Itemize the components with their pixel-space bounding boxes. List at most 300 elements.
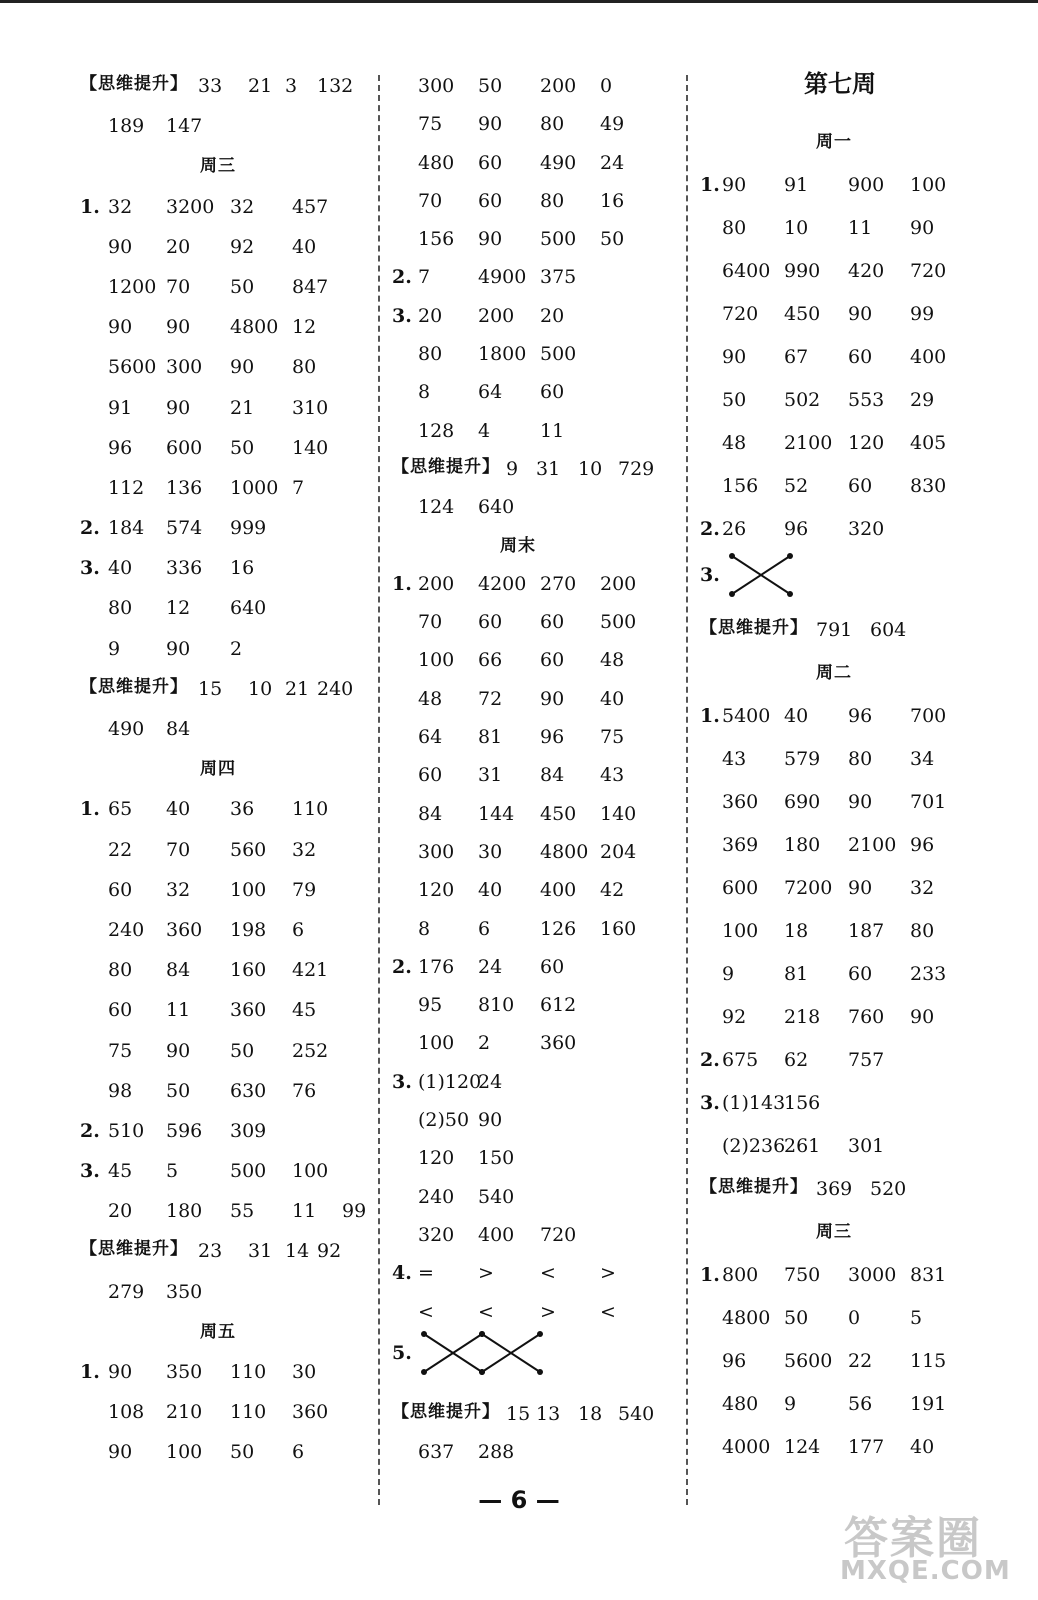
answer-value: 147 [166,115,203,138]
answer-value: 13 [536,1402,561,1425]
answer-value: 500 [600,611,637,634]
answer-value: 604 [870,619,907,641]
answer-row [392,296,677,334]
answer-value: 96 [848,705,873,727]
answer-value: < [478,1300,494,1323]
thinking-boost-row [700,610,990,653]
answer-value: 90 [108,316,133,339]
answer-value: 4800 [540,840,589,863]
answer-value: 10 [248,677,273,700]
answer-value: 2100 [784,432,833,454]
answer-value: 350 [166,1361,203,1383]
answer-value: 144 [478,802,515,825]
answer-value: 99 [910,303,935,325]
answer-value: 115 [910,1350,947,1372]
answer-value: 8 [418,381,431,404]
answer-value: 120 [418,1147,455,1170]
answer-value: 2 [478,1032,491,1055]
answer-value: 16 [230,557,255,580]
answer-value: 90 [108,235,133,258]
answer-value: 31 [536,457,561,480]
answer-value: 261 [784,1135,821,1157]
answer-row [80,1352,370,1392]
answer-row [80,1272,370,1312]
answer-value: 42 [600,879,625,902]
answer-value: > [540,1300,556,1323]
answer-value: 400 [478,1223,515,1246]
answer-row [392,372,677,410]
answer-value: 90 [478,228,503,251]
answer-column-left [80,66,370,1473]
answer-value: 7 [292,476,305,499]
answer-value: 84 [166,959,191,982]
answer-row [392,1177,677,1215]
answer-value: 350 [166,1280,203,1303]
answer-value: 75 [600,726,625,749]
day-heading: 周三 [200,156,236,177]
matching-dot [729,553,735,559]
question-number: 2. [392,266,412,289]
answer-row [700,825,990,868]
answer-value: 90 [848,791,873,813]
answer-value: 92 [722,1006,747,1028]
answer-value: 8 [418,917,431,940]
answer-value: 9 [108,637,121,660]
answer-value: 300 [166,356,203,379]
answer-row [392,66,677,104]
answer-row [80,910,370,950]
answer-value: 22 [108,838,133,861]
question-number: 3. [392,304,412,327]
answer-row [392,1023,677,1061]
answer-row [700,165,990,208]
answer-value: 50 [722,389,747,411]
answer-value: 189 [108,115,145,138]
thinking-boost-label: 【思维提升】 [392,1401,500,1422]
answer-value: 36 [230,798,255,821]
answer-value: 80 [108,959,133,982]
answer-value: 80 [292,356,317,379]
answer-value: 32 [292,838,317,861]
answer-value: 4800 [722,1307,771,1329]
answer-value: 34 [910,748,935,770]
answer-value: 1200 [108,275,157,298]
question-number: 4. [392,1262,412,1285]
answer-value: > [600,1262,616,1285]
answer-value: < [418,1300,434,1323]
answer-value: 150 [478,1147,515,1170]
answer-value: 177 [848,1436,885,1458]
answer-value: 400 [540,879,577,902]
answer-value: 40 [166,798,191,821]
answer-value: 90 [166,396,191,419]
day-heading: 周三 [816,1222,852,1242]
answer-value: 810 [478,994,515,1017]
answer-value: 9 [506,457,519,480]
answer-row [80,990,370,1030]
answer-value: 100 [230,878,267,901]
answer-value: 9 [722,963,735,985]
matching-dot [479,1369,485,1375]
answer-value: 560 [230,838,267,861]
answer-value: 60 [848,963,873,985]
answer-value: 6 [478,917,491,940]
question-number: 1. [392,572,412,595]
answer-value: 540 [618,1402,655,1425]
answer-value: 120 [848,432,885,454]
answer-value: 5 [166,1160,179,1183]
answer-value: 60 [848,475,873,497]
answer-row [392,947,677,985]
answer-value: 5 [910,1307,923,1329]
thinking-boost-row [80,669,370,709]
answer-value: 84 [540,764,565,787]
answer-value: 405 [910,432,947,454]
answer-value: 100 [418,649,455,672]
answer-row [392,909,677,947]
answer-row [700,782,990,825]
day-heading: 周四 [200,759,236,780]
answer-value: 21 [248,75,273,97]
answer-row [80,1111,370,1151]
answer-value: 60 [418,764,443,787]
answer-value: 60 [540,649,565,672]
answer-row [80,709,370,749]
day-heading-row [80,1312,370,1352]
answer-value: 100 [910,174,947,196]
answer-value: 90 [108,1361,133,1383]
answer-value: 92 [317,1240,342,1263]
day-heading-row [700,122,990,165]
answer-value: 60 [478,611,503,634]
answer-value: 20 [418,304,443,327]
answer-value: 100 [292,1160,329,1183]
answer-row [700,868,990,911]
answer-row [392,640,677,678]
answer-value: 15 [506,1402,531,1425]
answer-value: 156 [784,1092,821,1114]
matching-answer-row [392,1330,677,1394]
answer-value: 79 [292,878,317,901]
answer-value: > [478,1262,494,1285]
answer-value: 60 [108,999,133,1022]
answer-row [700,1341,990,1384]
answer-row [700,337,990,380]
answer-row [700,294,990,337]
answer-value: 596 [166,1119,203,1142]
answer-value: 791 [816,619,853,641]
answer-row [392,104,677,142]
day-heading: 周二 [816,663,852,683]
answer-value: 40 [108,557,133,580]
answer-row [392,334,677,372]
watermark [840,1500,1030,1590]
answer-value: 720 [910,260,947,282]
answer-value: 288 [478,1441,515,1464]
thinking-boost-label: 【思维提升】 [80,1239,188,1260]
answer-value: 90 [166,1039,191,1062]
answer-value: 11 [848,217,873,239]
answer-value: 50 [166,1079,191,1102]
answer-value: (1)120 [418,1070,482,1093]
answer-row [80,1031,370,1071]
answer-value: 67 [784,346,809,368]
answer-value: 31 [248,1240,273,1263]
answer-value: 90 [910,217,935,239]
answer-value: 750 [784,1264,821,1286]
answer-value: 80 [540,189,565,212]
answer-value: 200 [540,75,577,97]
answer-value: 630 [230,1079,267,1102]
thinking-boost-row [80,1231,370,1271]
answer-value: 75 [108,1039,133,1062]
answer-value: 18 [578,1402,603,1425]
week-title: 第七周 [804,69,876,98]
answer-value: 52 [784,475,809,497]
answer-value: 3 [285,75,298,97]
top-border-line [0,0,1038,3]
answer-row [80,1151,370,1191]
answer-value: 70 [166,838,191,861]
answer-value: 90 [722,346,747,368]
answer-value: 5400 [722,705,771,727]
answer-value: 500 [540,228,577,251]
answer-value: 360 [540,1032,577,1055]
answer-value: 640 [478,496,515,519]
answer-value: 490 [108,718,145,740]
matching-lines-icon [476,1330,546,1376]
answer-value: 21 [230,396,255,419]
answer-value: 110 [230,1401,267,1424]
answer-value: 70 [166,275,191,298]
answer-value: 600 [166,436,203,459]
answer-value: 126 [540,917,577,940]
answer-value: 600 [722,877,759,899]
answer-row [392,1215,677,1253]
answer-row [80,629,370,669]
answer-row [80,1191,370,1231]
answer-value: 80 [722,217,747,239]
answer-row [392,985,677,1023]
answer-value: 701 [910,791,947,813]
answer-value: 14 [285,1240,310,1263]
thinking-boost-label: 【思维提升】 [700,1177,808,1197]
answer-value: 490 [540,151,577,174]
answer-value: 60 [848,346,873,368]
answer-row [80,870,370,910]
matching-dot [729,591,735,597]
answer-value: 84 [418,802,443,825]
answer-value: 80 [418,343,443,366]
answer-value: 252 [292,1039,329,1062]
answer-value: 56 [848,1393,873,1415]
answer-row [700,1083,990,1126]
answer-value: 132 [317,75,354,97]
answer-value: 12 [166,597,191,620]
answer-value: 160 [600,917,637,940]
answer-value: 96 [784,518,809,540]
matching-dot [421,1369,427,1375]
answer-value: 90 [478,1109,503,1132]
answer-value: 204 [600,840,637,863]
answer-value: 60 [540,611,565,634]
answer-row [392,755,677,793]
answer-value: 360 [166,918,203,941]
answer-row [392,870,677,908]
answer-row [392,1432,677,1470]
answer-value: 32 [910,877,935,899]
answer-value: 502 [784,389,821,411]
answer-value: 55 [230,1200,255,1223]
answer-value: 520 [870,1178,907,1200]
answer-value: 40 [784,705,809,727]
answer-row [392,143,677,181]
answer-row [392,602,677,640]
answer-value: 10 [784,217,809,239]
answer-value: 43 [600,764,625,787]
answer-value: 480 [418,151,455,174]
answer-value: 91 [784,174,809,196]
answer-value: 48 [600,649,625,672]
answer-row [700,509,990,552]
answer-value: 369 [722,834,759,856]
question-number: 2. [700,518,720,540]
thinking-boost-row [700,1169,990,1212]
question-number: 1. [700,174,720,196]
answer-row [700,208,990,251]
answer-value: 210 [166,1401,203,1424]
answer-value: 4900 [478,266,527,289]
answer-row [700,696,990,739]
answer-value: 32 [230,195,255,218]
answer-value: 20 [166,235,191,258]
answer-value: 830 [910,475,947,497]
answer-value: 300 [418,840,455,863]
answer-value: 240 [317,677,354,700]
answer-value: 0 [848,1307,861,1329]
answer-value: 50 [230,436,255,459]
answer-value: 553 [848,389,885,411]
answer-row [700,1298,990,1341]
answer-row [80,1392,370,1432]
answer-value: 369 [816,1178,853,1200]
answer-value: 96 [722,1350,747,1372]
answer-value: 2 [230,637,243,660]
answer-value: 420 [848,260,885,282]
answer-value: 309 [230,1119,267,1142]
answer-value: 136 [166,476,203,499]
answer-row [80,388,370,428]
answer-value: 9 [784,1393,797,1415]
answer-row [392,181,677,219]
answer-value: 11 [166,999,191,1022]
answer-value: 240 [108,918,145,941]
answer-row [700,1255,990,1298]
answer-value: 84 [166,718,191,740]
answer-value: 1800 [478,343,527,366]
answer-value: < [600,1300,616,1323]
answer-value: 70 [418,611,443,634]
answer-value: 100 [418,1032,455,1055]
answer-value: 5600 [108,356,157,379]
answer-value: 180 [784,834,821,856]
answer-value: 300 [418,75,455,97]
answer-row [700,911,990,954]
answer-value: 49 [600,113,625,136]
matching-lines-icon [726,552,796,598]
answer-value: 198 [230,918,267,941]
answer-value: 310 [292,396,329,419]
answer-row [80,789,370,829]
answer-value: 336 [166,557,203,580]
question-number: 1. [80,195,100,218]
answer-value: 450 [784,303,821,325]
answer-value: 112 [108,476,145,499]
answer-value: 637 [418,1441,455,1464]
answer-row [392,794,677,832]
answer-column-right [700,66,990,1470]
answer-value: 80 [910,920,935,942]
answer-value: 200 [600,572,637,595]
answer-value: 95 [418,994,443,1017]
answer-column-middle [392,66,677,1470]
answer-value: 180 [166,1200,203,1223]
answer-value: 279 [108,1280,145,1303]
answer-value: 64 [478,381,503,404]
answer-value: 450 [540,802,577,825]
answer-value: 400 [910,346,947,368]
answer-value: 31 [478,764,503,787]
answer-value: 60 [540,381,565,404]
day-heading: 周末 [500,535,536,556]
answer-row [392,1292,677,1330]
matching-dot [787,553,793,559]
answer-value: 200 [478,304,515,327]
answer-row [700,1427,990,1470]
answer-value: 4000 [722,1436,771,1458]
answer-value: 360 [292,1401,329,1424]
answer-value: 60 [108,878,133,901]
answer-row [700,739,990,782]
answer-value: 156 [722,475,759,497]
answer-value: 11 [292,1200,317,1223]
answer-value: 320 [848,518,885,540]
answer-value: 990 [784,260,821,282]
answer-row [392,717,677,755]
answer-value: 100 [166,1441,203,1464]
answer-row [392,411,677,449]
answer-row [80,106,370,146]
answer-value: 831 [910,1264,947,1286]
answer-value: 50 [230,1441,255,1464]
answer-value: 40 [910,1436,935,1458]
answer-row [80,187,370,227]
answer-value: 124 [784,1436,821,1458]
answer-value: 108 [108,1401,145,1424]
week-heading-row [700,66,990,122]
thinking-boost-label: 【思维提升】 [80,676,188,697]
question-number: 2. [392,955,412,978]
answer-value: 6 [292,918,305,941]
matching-dot [479,1331,485,1337]
answer-value: 62 [784,1049,809,1071]
answer-row [392,679,677,717]
answer-value: 90 [722,174,747,196]
answer-value: 720 [540,1223,577,1246]
answer-row [700,466,990,509]
answer-value: 110 [292,798,329,821]
page-number: — 6 — [478,1486,560,1514]
